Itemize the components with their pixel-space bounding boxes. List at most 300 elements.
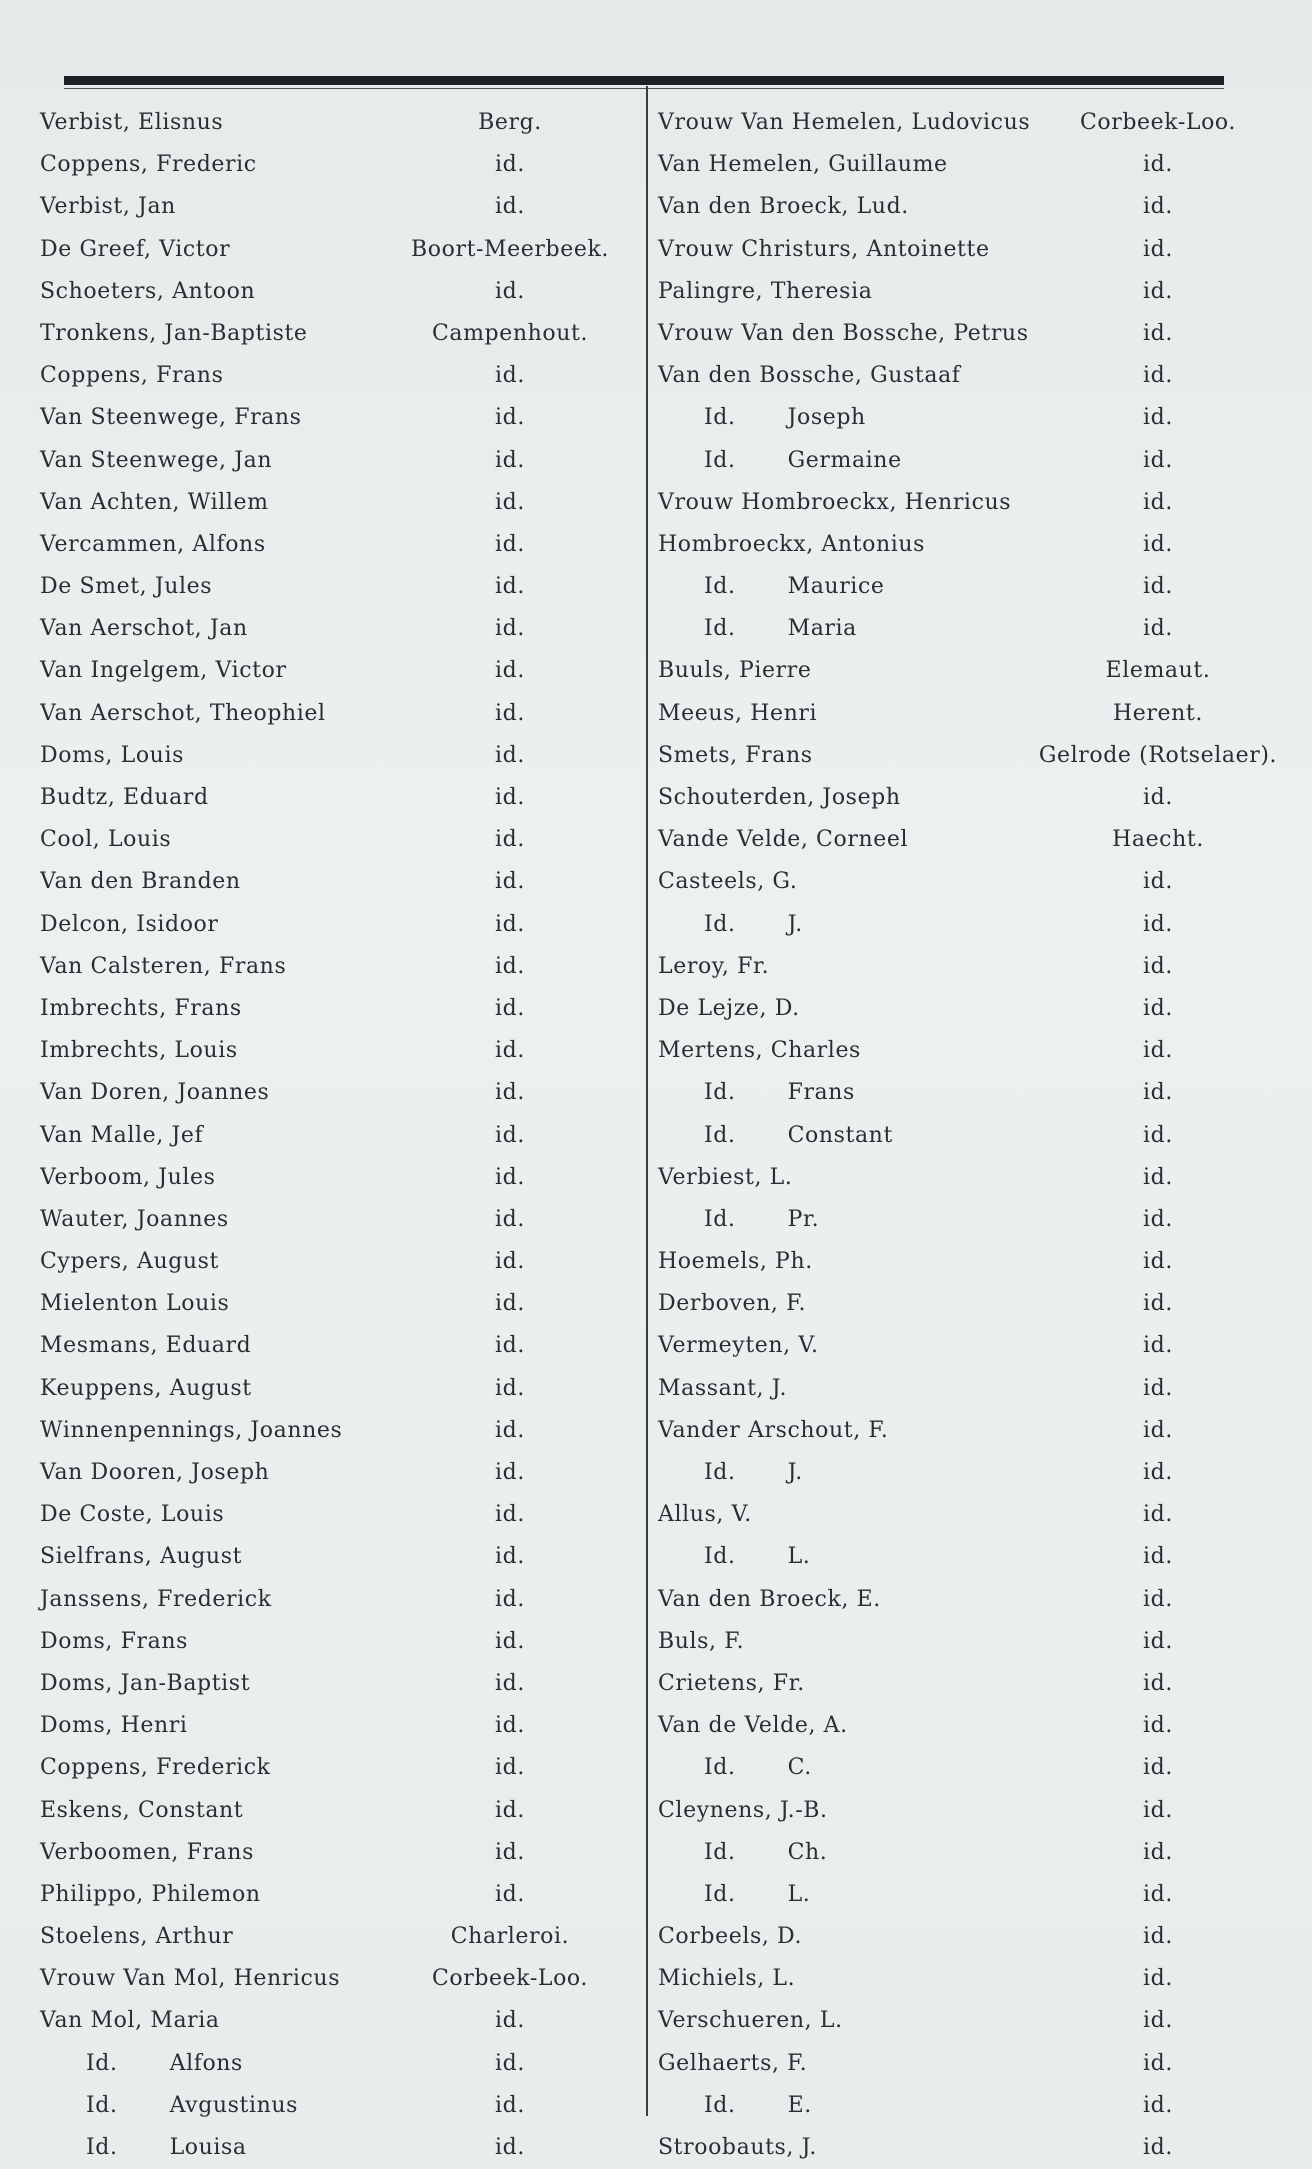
entry-given-name: Joseph: [787, 405, 866, 431]
list-item: [658, 1874, 1258, 1916]
entry-surname: Casteels, G.: [658, 869, 798, 895]
entry-place: id.: [1143, 363, 1173, 389]
entry-surname: Id.: [704, 1080, 736, 1106]
entry-place: id.: [1143, 531, 1173, 557]
entry-surname: Gelhaerts, F.: [658, 2050, 808, 2076]
entry-place: id.: [495, 1375, 525, 1401]
entry-place: id.: [495, 911, 525, 937]
entry-surname: De Smet, Jules: [40, 574, 213, 600]
entry-place: id.: [495, 405, 525, 431]
entry-place: Gelrode (Rotselaer).: [1038, 742, 1278, 768]
entry-place: id.: [1143, 489, 1173, 515]
entry-name: [658, 777, 901, 819]
list-item: [40, 1241, 660, 1283]
entry-name: [704, 1199, 819, 1241]
list-item: [40, 608, 660, 650]
list-item: [40, 1157, 660, 1199]
entry-place: id.: [495, 278, 525, 304]
entry-surname: Stroobauts, J.: [658, 2135, 817, 2160]
entry-place: id.: [1143, 1670, 1173, 1696]
list-item: [658, 819, 1258, 861]
entry-name: [658, 229, 990, 271]
entry-surname: Van Calsteren, Frans: [40, 953, 287, 979]
entry-place: id.: [495, 489, 525, 515]
list-item: [40, 1874, 660, 1916]
entry-place: id.: [495, 447, 525, 473]
right-column: [658, 102, 1278, 2169]
entry-place: id.: [1143, 1122, 1173, 1148]
entry-name: [40, 1410, 342, 1452]
list-item: [40, 144, 660, 186]
entry-name: [658, 355, 961, 397]
entry-given-name: Pr.: [787, 1206, 820, 1232]
entry-name: [658, 1410, 888, 1452]
entry-place: id.: [495, 1038, 525, 1064]
list-item: [40, 650, 660, 692]
entry-surname: Id.: [704, 1122, 736, 1148]
left-column: [40, 102, 660, 2169]
entry-name: [658, 1790, 828, 1832]
entry-name: [40, 1705, 188, 1747]
entry-place: id.: [495, 1122, 525, 1148]
list-item: [40, 566, 660, 608]
list-item: [40, 186, 660, 228]
entry-name: [40, 946, 286, 988]
entry-place: id.: [495, 2008, 525, 2034]
entry-name: [40, 1790, 243, 1832]
list-item: [658, 355, 1258, 397]
entry-surname: Cool, Louis: [40, 827, 172, 853]
entry-name: [40, 777, 209, 819]
list-item: [40, 1452, 660, 1494]
entry-name: [40, 1115, 203, 1157]
entry-name: [658, 861, 797, 903]
entry-place: id.: [1143, 1164, 1173, 1190]
list-item: [40, 1410, 660, 1452]
entry-name: [704, 1115, 893, 1157]
entry-surname: Meeus, Henri: [658, 700, 818, 726]
entry-name: [40, 229, 230, 271]
entry-place: id.: [495, 1670, 525, 1696]
entry-place: Elemaut.: [1105, 658, 1211, 684]
entry-surname: Buls, F.: [658, 1628, 745, 1654]
list-item: [658, 482, 1258, 524]
entry-place: id.: [495, 742, 525, 768]
entry-name: [658, 1494, 752, 1536]
entry-surname: Van Aerschot, Jan: [40, 616, 248, 642]
entry-surname: Id.: [704, 1544, 736, 1570]
entry-name: [704, 2085, 812, 2127]
entry-surname: Id.: [704, 2092, 736, 2118]
entry-surname: Coppens, Frans: [40, 363, 224, 389]
entry-surname: Van den Branden: [40, 869, 241, 895]
entry-name: [658, 988, 800, 1030]
list-item: [658, 566, 1258, 608]
entry-place: id.: [495, 2050, 525, 2076]
list-item: [40, 1621, 660, 1663]
entry-place: id.: [1143, 911, 1173, 937]
top-rule-thin: [64, 88, 1224, 89]
list-item: [40, 777, 660, 819]
entry-surname: Vrouw Van den Bossche, Petrus: [658, 320, 1029, 346]
entry-name: [40, 608, 248, 650]
entry-name: [40, 1747, 271, 1789]
entry-surname: Mielenton Louis: [40, 1291, 230, 1317]
entry-surname: Buuls, Pierre: [658, 658, 812, 684]
entry-name: [40, 1621, 188, 1663]
entry-surname: Hombroeckx, Antonius: [658, 531, 926, 557]
list-item: [658, 1030, 1258, 1072]
entry-surname: Verbiest, L.: [658, 1164, 793, 1190]
entry-place: id.: [1143, 1544, 1173, 1570]
entry-place: id.: [495, 1206, 525, 1232]
entry-place: Charleroi.: [450, 1924, 570, 1950]
entry-place: id.: [1143, 2135, 1173, 2160]
entry-surname: Crietens, Fr.: [658, 1670, 805, 1696]
entry-given-name: Maurice: [787, 574, 885, 600]
entry-name: [40, 1325, 251, 1367]
entry-place: id.: [495, 1839, 525, 1865]
list-item: [40, 1325, 660, 1367]
entry-name: [40, 186, 176, 228]
entry-place: id.: [495, 785, 525, 810]
entry-surname: Stoelens, Arthur: [40, 1924, 234, 1950]
list-item: [40, 1494, 660, 1536]
list-item: [658, 1747, 1258, 1789]
entry-name: [40, 524, 266, 566]
list-item: [658, 1621, 1258, 1663]
entry-surname: De Greef, Victor: [40, 236, 231, 262]
entry-name: [40, 102, 223, 144]
list-item: [658, 2085, 1258, 2127]
list-item: [658, 440, 1258, 482]
entry-place: Berg.: [478, 110, 542, 135]
entry-name: [40, 650, 287, 692]
entry-name: [704, 904, 803, 946]
entry-name: [704, 566, 884, 608]
list-item: [40, 1536, 660, 1578]
entry-surname: Budtz, Eduard: [40, 785, 209, 810]
entry-place: id.: [1143, 1839, 1173, 1865]
entry-surname: Doms, Frans: [40, 1628, 188, 1654]
entry-surname: Van de Velde, A.: [658, 1713, 848, 1739]
entry-place: id.: [1143, 953, 1173, 979]
entry-place: id.: [495, 1249, 525, 1275]
entry-name: [658, 1368, 787, 1410]
list-item: [40, 1030, 660, 1072]
entry-place: id.: [495, 1881, 525, 1907]
entry-name: [658, 186, 909, 228]
list-item: [40, 397, 660, 439]
entry-surname: Vrouw Van Mol, Henricus: [40, 1966, 341, 1992]
entry-given-name: Germaine: [787, 447, 902, 473]
entry-surname: Verschueren, L.: [658, 2008, 843, 2034]
entry-place: id.: [495, 1502, 525, 1528]
entry-surname: Id.: [86, 2050, 118, 2076]
entry-surname: Doms, Jan-Baptist: [40, 1670, 251, 1696]
list-item: [40, 2000, 660, 2042]
entry-name: [40, 1072, 269, 1114]
entry-place: id.: [1143, 2050, 1173, 2076]
entry-name: [40, 1283, 229, 1325]
entry-name: [40, 1579, 272, 1621]
entry-surname: Id.: [704, 1839, 736, 1865]
list-item: [658, 1410, 1258, 1452]
entry-name: [658, 1241, 813, 1283]
entry-surname: Id.: [86, 2135, 118, 2160]
entry-place: id.: [1143, 1460, 1173, 1485]
list-item: [40, 735, 660, 777]
list-item: [658, 1325, 1258, 1367]
entry-name: [86, 2043, 243, 2085]
entry-name: [704, 608, 857, 650]
list-item: [40, 271, 660, 313]
entry-given-name: Constant: [787, 1122, 893, 1148]
entry-place: Campenhout.: [431, 320, 589, 346]
entry-place: id.: [1143, 194, 1173, 220]
entry-surname: Verboom, Jules: [40, 1164, 216, 1190]
entry-surname: Winnenpennings, Joannes: [40, 1417, 343, 1443]
entry-name: [658, 313, 1029, 355]
entry-place: id.: [1143, 236, 1173, 262]
list-item: [40, 102, 660, 144]
entry-name: [658, 946, 769, 988]
entry-name: [40, 2000, 220, 2042]
list-item: [658, 2000, 1258, 2042]
entry-name: [658, 819, 908, 861]
entry-surname: Vercammen, Alfons: [40, 531, 266, 557]
entry-surname: Vermeyten, V.: [658, 1333, 819, 1359]
entry-place: id.: [1143, 2092, 1173, 2118]
entry-place: id.: [1143, 1586, 1173, 1612]
entry-surname: Verboomen, Frans: [40, 1839, 254, 1865]
entry-place: id.: [1143, 405, 1173, 431]
entry-place: id.: [495, 363, 525, 389]
entry-name: [40, 1494, 224, 1536]
list-item: [40, 1916, 660, 1958]
entry-place: id.: [1143, 616, 1173, 642]
entry-place: Corbeek-Loo.: [1079, 110, 1236, 135]
list-item: [658, 1790, 1258, 1832]
entry-place: id.: [495, 2135, 525, 2160]
list-item: [40, 482, 660, 524]
entry-name: [40, 1199, 229, 1241]
entry-place: id.: [1143, 320, 1173, 346]
entry-place: id.: [495, 995, 525, 1021]
entry-surname: Derboven, F.: [658, 1291, 807, 1317]
entry-surname: Van den Broeck, Lud.: [658, 194, 909, 220]
list-item: [658, 1241, 1258, 1283]
entry-surname: Van Aerschot, Theophiel: [40, 700, 326, 726]
entry-place: id.: [495, 1333, 525, 1359]
entry-place: Haecht.: [1112, 827, 1204, 853]
entry-place: id.: [1143, 1966, 1173, 1992]
entry-place: Corbeek-Loo.: [431, 1966, 588, 1992]
list-item: [40, 1705, 660, 1747]
entry-surname: Id.: [704, 574, 736, 600]
list-item: [658, 397, 1258, 439]
entry-name: [40, 1452, 269, 1494]
entry-surname: Id.: [704, 1206, 736, 1232]
entry-surname: Hoemels, Ph.: [658, 1249, 813, 1275]
list-item: [40, 988, 660, 1030]
entry-place: id.: [1143, 1249, 1173, 1275]
entry-name: [40, 271, 255, 313]
list-item: [658, 1663, 1258, 1705]
entry-surname: Van Steenwege, Jan: [40, 447, 273, 473]
entry-place: id.: [1143, 1375, 1173, 1401]
entry-name: [658, 1157, 792, 1199]
entry-surname: Van Malle, Jef: [40, 1122, 204, 1148]
entry-surname: Vander Arschout, F.: [658, 1417, 889, 1443]
entry-place: id.: [495, 1291, 525, 1317]
entry-surname: Id.: [704, 447, 736, 473]
entry-surname: Van Hemelen, Guillaume: [658, 152, 948, 178]
list-item: [40, 1115, 660, 1157]
entry-surname: Philippo, Philemon: [40, 1881, 261, 1907]
entry-place: id.: [495, 152, 525, 178]
list-item: [658, 861, 1258, 903]
list-item: [658, 1115, 1258, 1157]
list-item: [658, 1579, 1258, 1621]
entry-surname: Doms, Henri: [40, 1713, 188, 1739]
entry-place: id.: [495, 953, 525, 979]
list-item: [658, 524, 1258, 566]
entry-name: [658, 271, 872, 313]
entry-place: id.: [1143, 1038, 1173, 1064]
entry-name: [658, 1621, 744, 1663]
entry-given-name: E.: [787, 2092, 812, 2118]
list-item: [658, 988, 1258, 1030]
entry-name: [40, 1368, 252, 1410]
list-item: [40, 229, 660, 271]
entry-name: [704, 397, 866, 439]
entry-place: Herent.: [1113, 700, 1203, 726]
entry-surname: Wauter, Joannes: [40, 1206, 229, 1232]
entry-place: id.: [1143, 2008, 1173, 2034]
list-item: [658, 1157, 1258, 1199]
entry-surname: Van Doren, Joannes: [40, 1080, 270, 1106]
entry-surname: Id.: [704, 616, 736, 642]
entry-given-name: L.: [787, 1544, 811, 1570]
entry-place: id.: [495, 2092, 525, 2118]
entry-given-name: Frans: [787, 1080, 855, 1106]
entry-given-name: J.: [787, 1460, 803, 1485]
entry-name: [40, 313, 308, 355]
list-item: [40, 1663, 660, 1705]
entry-surname: Imbrechts, Frans: [40, 995, 242, 1021]
entry-name: [704, 1452, 803, 1494]
entry-place: id.: [495, 658, 525, 684]
entry-name: [658, 482, 1011, 524]
list-item: [40, 1283, 660, 1325]
entry-surname: Massant, J.: [658, 1375, 788, 1401]
list-item: [40, 2085, 660, 2127]
entry-surname: Schoeters, Antoon: [40, 278, 256, 304]
list-item: [40, 355, 660, 397]
entry-place: id.: [495, 1417, 525, 1443]
list-item: [40, 1368, 660, 1410]
entry-name: [658, 693, 817, 735]
entry-surname: Id.: [704, 1460, 736, 1485]
entry-name: [40, 861, 241, 903]
entry-name: [658, 1579, 881, 1621]
list-item: [658, 1452, 1258, 1494]
entry-place: id.: [1143, 1628, 1173, 1654]
entry-place: id.: [495, 827, 525, 853]
entry-name: [704, 1747, 812, 1789]
list-item: [658, 1832, 1258, 1874]
entry-surname: Palingre, Theresia: [658, 278, 873, 304]
entry-place: id.: [495, 1586, 525, 1612]
entry-surname: Janssens, Frederick: [40, 1586, 272, 1612]
entry-place: id.: [495, 1755, 525, 1781]
entry-given-name: C.: [787, 1755, 812, 1781]
entry-name: [40, 440, 272, 482]
entry-name: [658, 1958, 795, 2000]
entry-name: [40, 355, 223, 397]
list-item: [658, 735, 1278, 777]
list-item: [40, 693, 660, 735]
entry-place: id.: [1143, 1924, 1173, 1950]
entry-name: [40, 1536, 242, 1578]
entry-surname: Vande Velde, Corneel: [658, 827, 909, 853]
entry-surname: Id.: [704, 405, 736, 431]
list-item: [40, 819, 660, 861]
entry-place: id.: [1143, 1080, 1173, 1106]
entry-given-name: Avgustinus: [169, 2092, 299, 2118]
entry-place: id.: [495, 1628, 525, 1654]
entry-surname: Verbist, Jan: [40, 194, 176, 220]
entry-place: id.: [1143, 785, 1173, 810]
list-item: [40, 313, 660, 355]
list-item: [40, 440, 660, 482]
entry-name: [40, 904, 219, 946]
list-item: [658, 650, 1258, 692]
entry-surname: Cypers, August: [40, 1249, 219, 1275]
entry-place: id.: [1143, 278, 1173, 304]
list-item: [658, 1705, 1258, 1747]
entry-name: [40, 735, 184, 777]
entry-surname: Van den Broeck, E.: [658, 1586, 881, 1612]
entry-name: [658, 1325, 819, 1367]
entry-surname: Smets, Frans: [658, 742, 813, 768]
entry-surname: Van Steenwege, Frans: [40, 405, 302, 431]
entry-name: [40, 1663, 250, 1705]
entry-surname: Keuppens, August: [40, 1375, 252, 1401]
entry-surname: Coppens, Frederic: [40, 152, 257, 178]
entry-name: [658, 1663, 805, 1705]
entry-surname: Eskens, Constant: [40, 1797, 244, 1823]
entry-given-name: Maria: [787, 616, 857, 642]
entry-place: id.: [495, 869, 525, 895]
entry-surname: Allus, V.: [658, 1502, 752, 1528]
entry-surname: Verbist, Elisnus: [40, 110, 224, 135]
entry-surname: Id.: [704, 1755, 736, 1781]
entry-name: [704, 1832, 827, 1874]
list-item: [658, 1536, 1258, 1578]
list-item: [658, 1958, 1258, 2000]
entry-place: id.: [495, 531, 525, 557]
list-item: [658, 229, 1258, 271]
entry-place: id.: [1143, 1206, 1173, 1232]
list-item: [40, 1072, 660, 1114]
entry-name: [40, 1241, 219, 1283]
list-item: [40, 2043, 660, 2085]
entry-place: id.: [1143, 1713, 1173, 1739]
entry-surname: Imbrechts, Louis: [40, 1038, 238, 1064]
list-item: [40, 1199, 660, 1241]
